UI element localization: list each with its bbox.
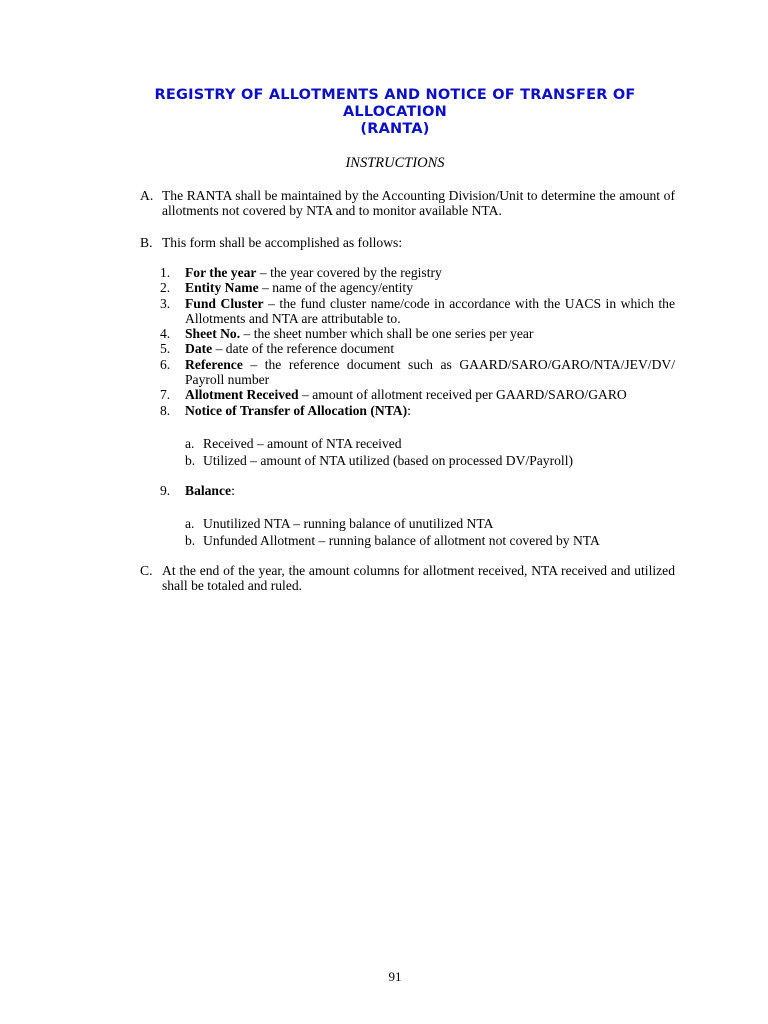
title-line-2: ALLOCATION: [343, 104, 447, 120]
item-description: – date of the reference document: [212, 341, 395, 357]
list-item: 6. Reference – the reference document such as GAARD/SARO/GARO/NTA/JEV/DV/ Payroll number: [160, 356, 675, 388]
item-term: Reference: [185, 356, 243, 372]
item-term: Entity Name: [185, 280, 259, 296]
item-term: Balance: [185, 483, 232, 498]
item-description: – name of the agency/entity: [258, 280, 414, 296]
section-a-letter: A.: [140, 188, 154, 203]
title-line-3: (RANTA): [360, 121, 430, 137]
item-term: Date: [185, 341, 213, 357]
item-description: – the fund cluster name/code in accordance with the UACS in which the Allotments and NTA are attributable to.: [185, 295, 676, 326]
list-item: a. Unutilized NTA – running balance of unutilized NTA: [185, 516, 494, 531]
list-item: 7. Allotment Received – amount of allotment received per GAARD/SARO/GARO: [160, 387, 627, 403]
instructions-heading: INSTRUCTIONS: [345, 155, 445, 171]
list-item: 5. Date – date of the reference document: [160, 341, 395, 357]
item-description: – amount of allotment received per GAARD/SARO/GARO: [298, 387, 627, 403]
section-c-text: At the end of the year, the amount columns for allotment received, NTA received and utilized shall be totaled and ruled.: [162, 563, 675, 594]
item-term: Allotment Received: [185, 387, 299, 403]
balance-sublist: [185, 515, 675, 549]
list-item: b. Unfunded Allotment – running balance of allotment not covered by NTA: [185, 533, 600, 548]
section-a: [140, 188, 675, 219]
item-description: – the reference document such as GAARD/SARO/GARO/NTA/JEV/DV/ Payroll number: [185, 356, 675, 388]
list-item: 9. Balance:: [160, 483, 235, 498]
item-description: :: [407, 402, 411, 418]
list-item: 1. For the year – the year covered by the registry: [160, 265, 442, 280]
list-item: 4. Sheet No. – the sheet number which shall be one series per year: [160, 326, 534, 342]
document-title: [100, 87, 690, 138]
item-description: – the year covered by the registry: [256, 265, 442, 280]
section-b-text: This form shall be accomplished as follows:: [162, 235, 403, 250]
item-term: Sheet No.: [185, 326, 241, 342]
section-b: [140, 235, 675, 250]
nta-sublist: [185, 435, 675, 469]
section-a-text: The RANTA shall be maintained by the Accounting Division/Unit to determine the amount of allotments not covered by NTA and to monitor available NTA.: [162, 188, 675, 219]
title-line-1: REGISTRY OF ALLOTMENTS AND NOTICE OF TRANSFER OF: [154, 87, 636, 103]
field-instructions-list: [160, 265, 675, 418]
section-c: [140, 563, 675, 594]
item-description: :: [231, 483, 235, 498]
item-description: – the sheet number which shall be one series per year: [240, 326, 534, 342]
balance-item: [160, 483, 675, 498]
list-item: a. Received – amount of NTA received: [185, 436, 402, 451]
item-term: Fund Cluster: [185, 295, 264, 311]
list-item: b. Utilized – amount of NTA utilized (based on processed DV/Payroll): [185, 453, 574, 468]
section-c-letter: C.: [140, 563, 153, 578]
list-item: 3. Fund Cluster – the fund cluster name/code in accordance with the UACS in which the Allotments and NTA are attributable to.: [160, 295, 676, 326]
page-number: 91: [388, 969, 402, 984]
list-item: 2. Entity Name – name of the agency/entity: [160, 280, 414, 296]
item-term: Notice of Transfer of Allocation (NTA): [185, 402, 408, 418]
item-term: For the year: [185, 265, 257, 280]
list-item: 8. Notice of Transfer of Allocation (NTA):: [160, 402, 411, 418]
section-b-letter: B.: [140, 235, 153, 250]
